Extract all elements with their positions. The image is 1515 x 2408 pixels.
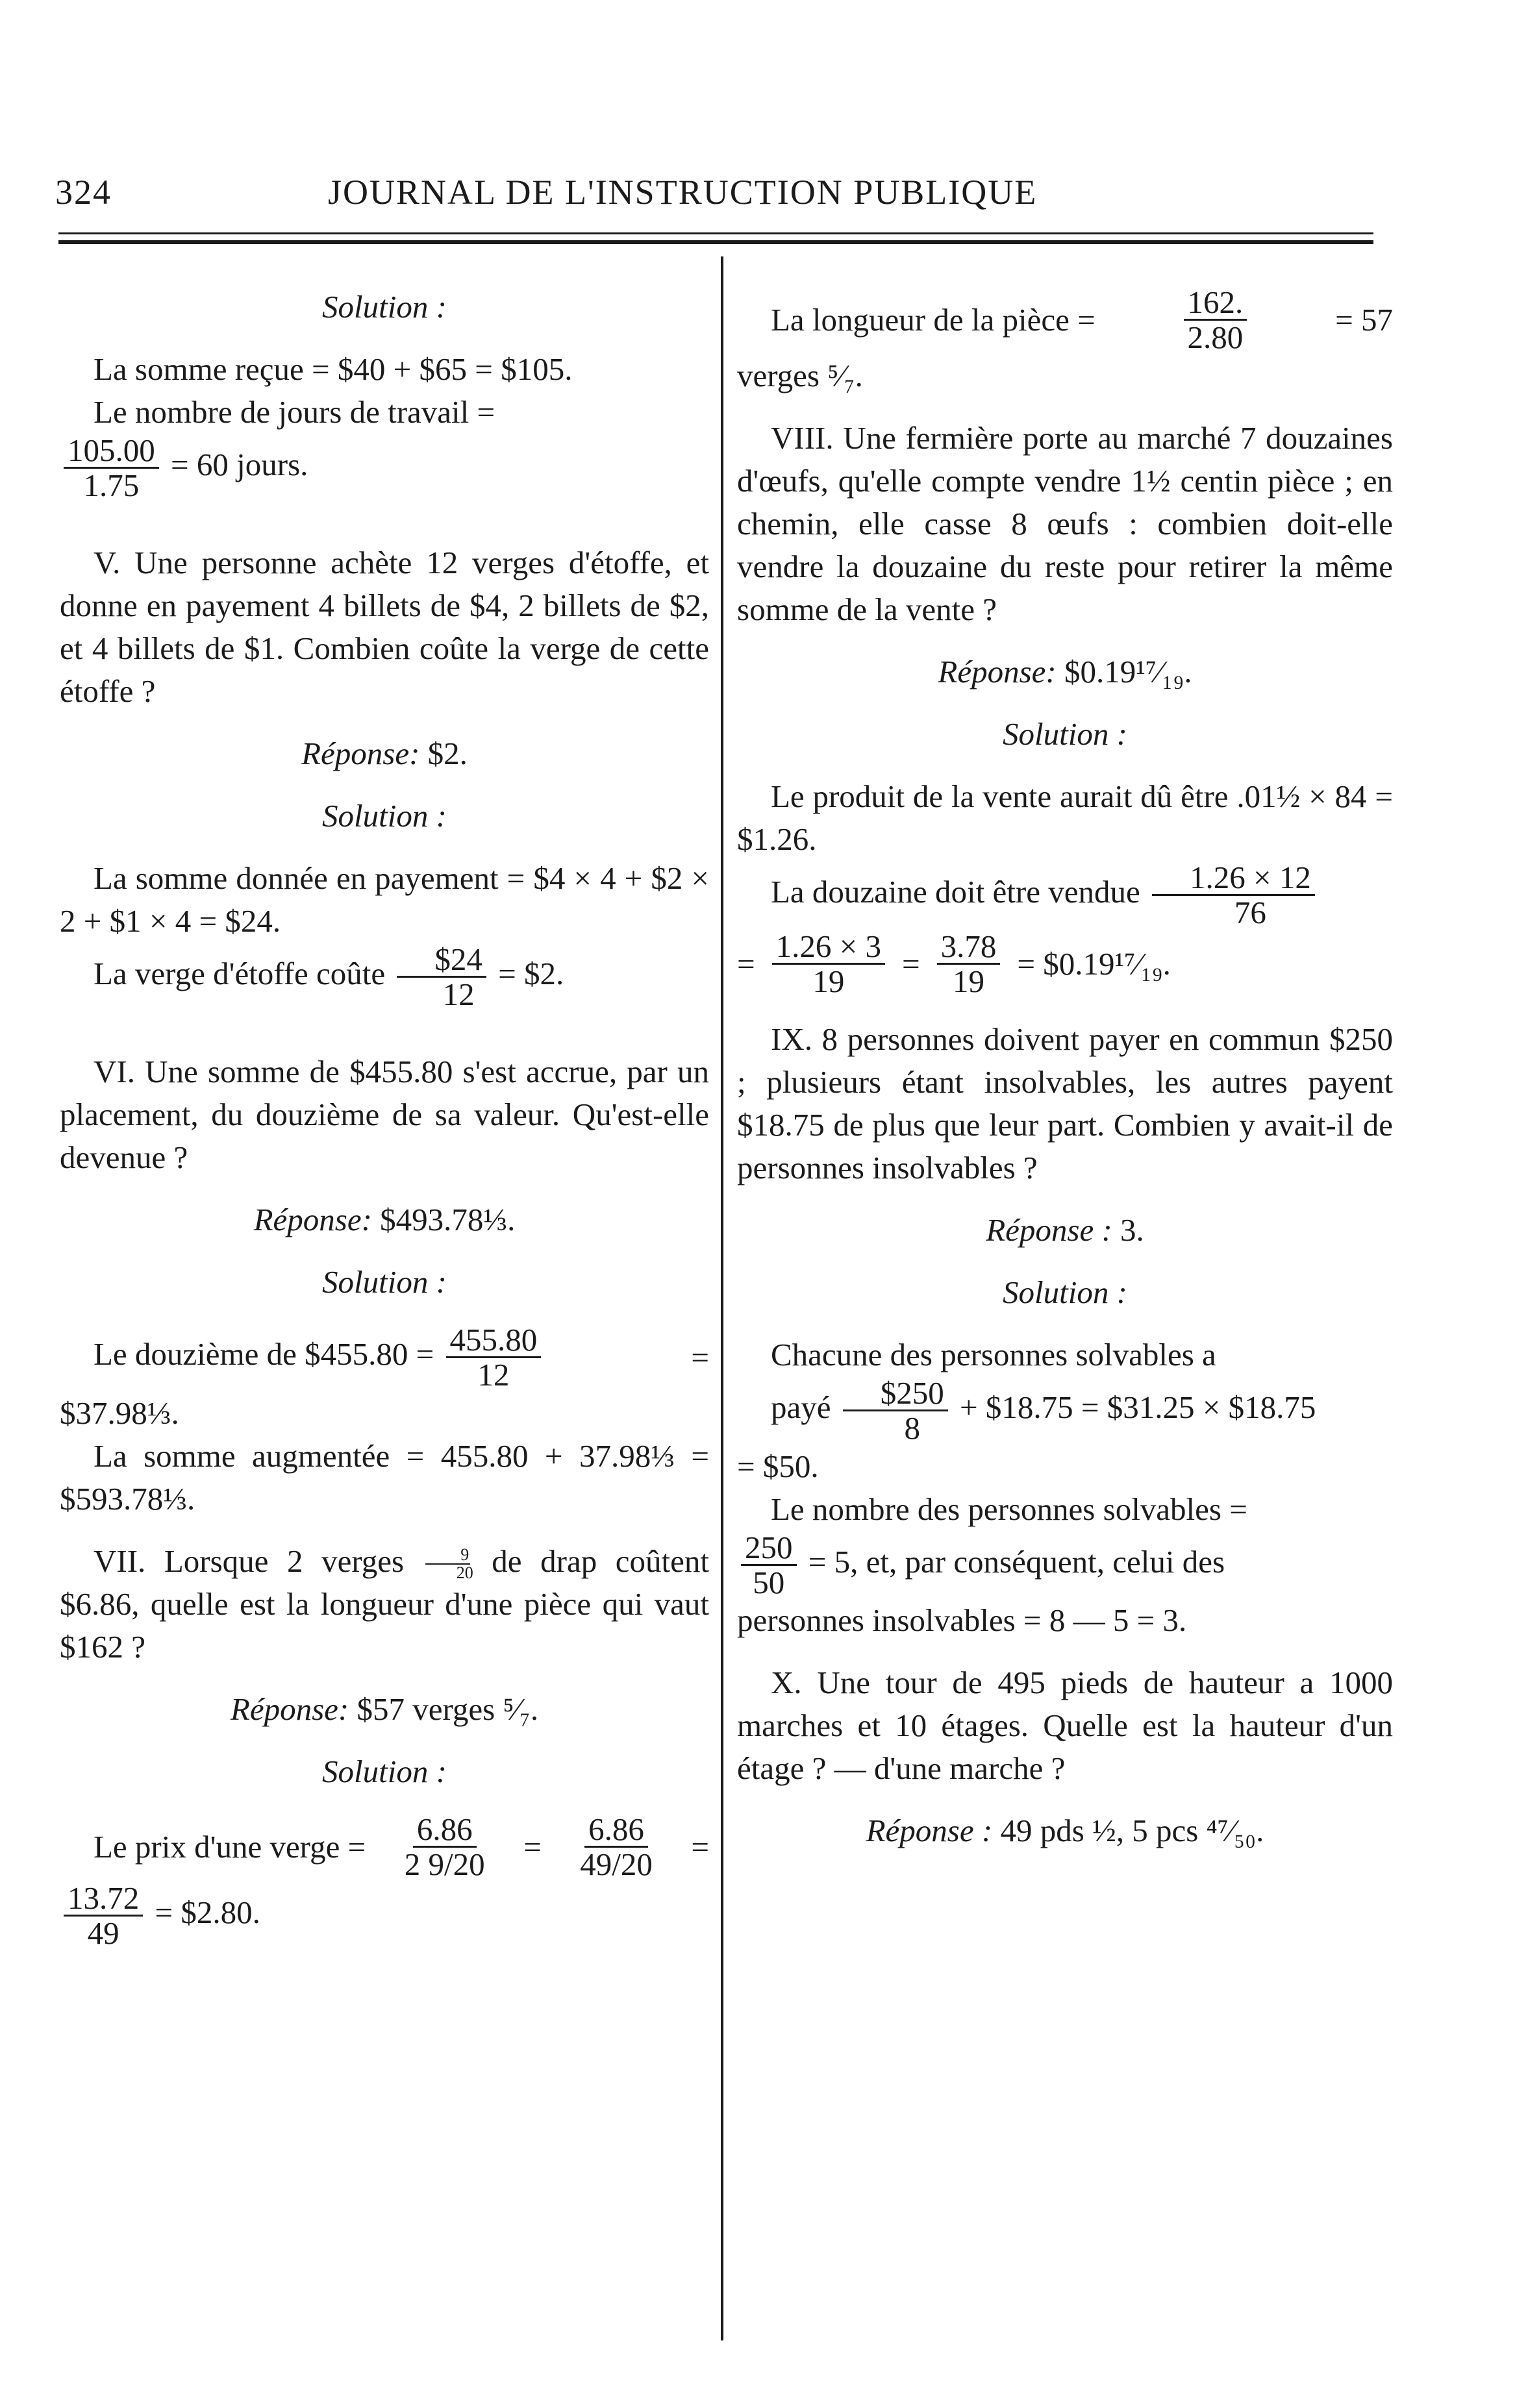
problem-v: V. Une personne achète 12 verges d'étoffe, et donne en payement 4 billets de $4, 2 billets de $2, et 4 billets de $1. Combien coûte la verge de cette étoffe ?	[60, 544, 709, 709]
problem-ix: IX. 8 personnes doivent payer en commun $250 ; plusieurs étant insolvables, les autres payent $18.75 de plus que leur part. Combien y avait-il de personnes insolvables ?	[737, 1021, 1393, 1185]
equation-line: = $\frac{1.26 \times 3}{19}$ = $\frac{3.78}{19}$ = $0.19¹⁷⁄₁₉.	[737, 928, 1171, 1000]
column-divider	[721, 256, 723, 2340]
equation-line: payé $\frac{\$250}{8}$ + $18.75 = $31.25 × $18.75	[771, 1374, 1316, 1446]
solution-line: Chacune des personnes solvables a	[771, 1336, 1216, 1372]
left-column	[60, 286, 709, 1950]
answer-line: Réponse: $2.	[301, 735, 468, 771]
fraction: $\frac{6.86}{2 9/20}$	[404, 1811, 485, 1883]
solution-line: Le nombre de jours de travail =	[94, 394, 495, 430]
answer-line: Réponse: $493.78⅓.	[253, 1201, 516, 1237]
fraction: $\frac{1.26 \times 12}{76}$	[1152, 861, 1315, 930]
fraction: $\frac{162.}{2.80}$	[1184, 286, 1247, 354]
answer-line: Réponse: $0.19¹⁷⁄₁₉.	[938, 653, 1192, 689]
equation-line: La douzaine doit être vendue $\frac{1.26 \times 12}{76}$	[737, 861, 1393, 930]
solution-line: personnes insolvables = 8 — 5 = 3.	[737, 1602, 1187, 1639]
answer-line: Réponse: $57 verges ⁵⁄₇.	[230, 1691, 539, 1727]
equation-line: Le prix d'une verge = $\frac{6.86}{2 9/20}$ = $\frac{6.86}{49/20}$ =	[94, 1811, 709, 1883]
solution-heading: Solution :	[322, 1263, 447, 1300]
solution-line: = $50.	[737, 1448, 819, 1484]
fraction: $\frac{455.80}{12}$	[446, 1323, 542, 1392]
equation-line: $\frac{250}{50}$ = 5, et, par conséquent, celui des	[737, 1531, 1393, 1600]
fraction: $\frac{250}{50}$	[741, 1531, 797, 1600]
header-rule-thick	[58, 240, 1373, 244]
solution-line: $37.98⅓.	[60, 1395, 179, 1431]
solution-heading: Solution :	[1003, 715, 1127, 752]
running-header	[55, 166, 1373, 217]
solution-line: La somme donnée en payement = $4 × 4 + $2 × 2 + $1 × 4 = $24.	[60, 860, 709, 939]
journal-title: JOURNAL DE L'INSTRUCTION PUBLIQUE	[328, 173, 1038, 212]
fraction: $\frac{\$24}{12}$	[397, 943, 486, 1012]
fraction: $\frac{3.78}{19}$	[937, 930, 1001, 999]
problem-viii: VIII. Une fermière porte au marché 7 douzaines d'œufs, qu'elle compte vendre 1½ centin pièce ; en chemin, elle casse 8 œufs : combien doit-elle vendre la douzaine du reste pour retirer la même somme de la vente ?	[737, 419, 1393, 627]
equation-line: $\frac{105.00}{1.75}$ = 60 jours.	[60, 434, 709, 503]
solution-heading: Solution :	[1003, 1274, 1127, 1310]
solution-heading: Solution :	[322, 797, 447, 834]
solution-line: Le nombre des personnes solvables =	[771, 1491, 1247, 1527]
answer-line: Réponse : 49 pds ½, 5 pcs ⁴⁷⁄₅₀.	[866, 1813, 1264, 1849]
equation-line: $\frac{13.72}{49}$ = $2.80.	[60, 1881, 709, 1950]
fraction-small: $\frac{9}{20}$	[423, 1546, 473, 1582]
solution-line: verges ⁵⁄₇.	[737, 357, 863, 393]
equation-line: Le douzième de $455.80 = $\frac{455.80}{12}$ =	[94, 1321, 709, 1393]
problem-vi: VI. Une somme de $455.80 s'est accrue, par un placement, du douzième de sa valeur. Qu'est-elle devenue ?	[60, 1053, 709, 1175]
right-column	[737, 286, 1393, 1852]
solution-heading: Solution :	[322, 289, 447, 325]
page-number: 324	[55, 173, 112, 212]
fraction: $\frac{\$250}{8}$	[843, 1376, 948, 1445]
equation-line: La verge d'étoffe coûte $\frac{\$24}{12}$ = $2.	[94, 941, 564, 1013]
solution-heading: Solution :	[322, 1753, 447, 1789]
problem-vii: VII. Lorsque 2 verges $\frac{9}{20}$ de drap coûtent $6.86, quelle est la longueur d'une pièce qui vaut $162 ?	[60, 1543, 710, 1665]
fraction: $\frac{13.72}{49}$	[64, 1881, 143, 1950]
fraction: $\frac{1.26 \times 3}{19}$	[772, 930, 885, 999]
problem-x: X. Une tour de 495 pieds de hauteur a 1000 marches et 10 étages. Quelle est la hauteur d'un étage ? — d'une marche ?	[737, 1665, 1393, 1787]
solution-line: La somme augmentée = 455.80 + 37.98⅓ = $593.78⅓.	[60, 1437, 709, 1517]
solution-line: Le produit de la vente aurait dû être .01½ × 84 = $1.26.	[737, 778, 1393, 857]
answer-line: Réponse : 3.	[986, 1211, 1144, 1248]
equation-line: La longueur de la pièce = $\frac{162.}{2.80}$ = 57	[771, 284, 1393, 356]
solution-line: La somme reçue = $40 + $65 = $105.	[94, 351, 573, 387]
header-rule-thin	[58, 232, 1373, 234]
fraction: $\frac{105.00}{1.75}$	[64, 434, 159, 503]
fraction: $\frac{6.86}{49/20}$	[580, 1811, 653, 1883]
